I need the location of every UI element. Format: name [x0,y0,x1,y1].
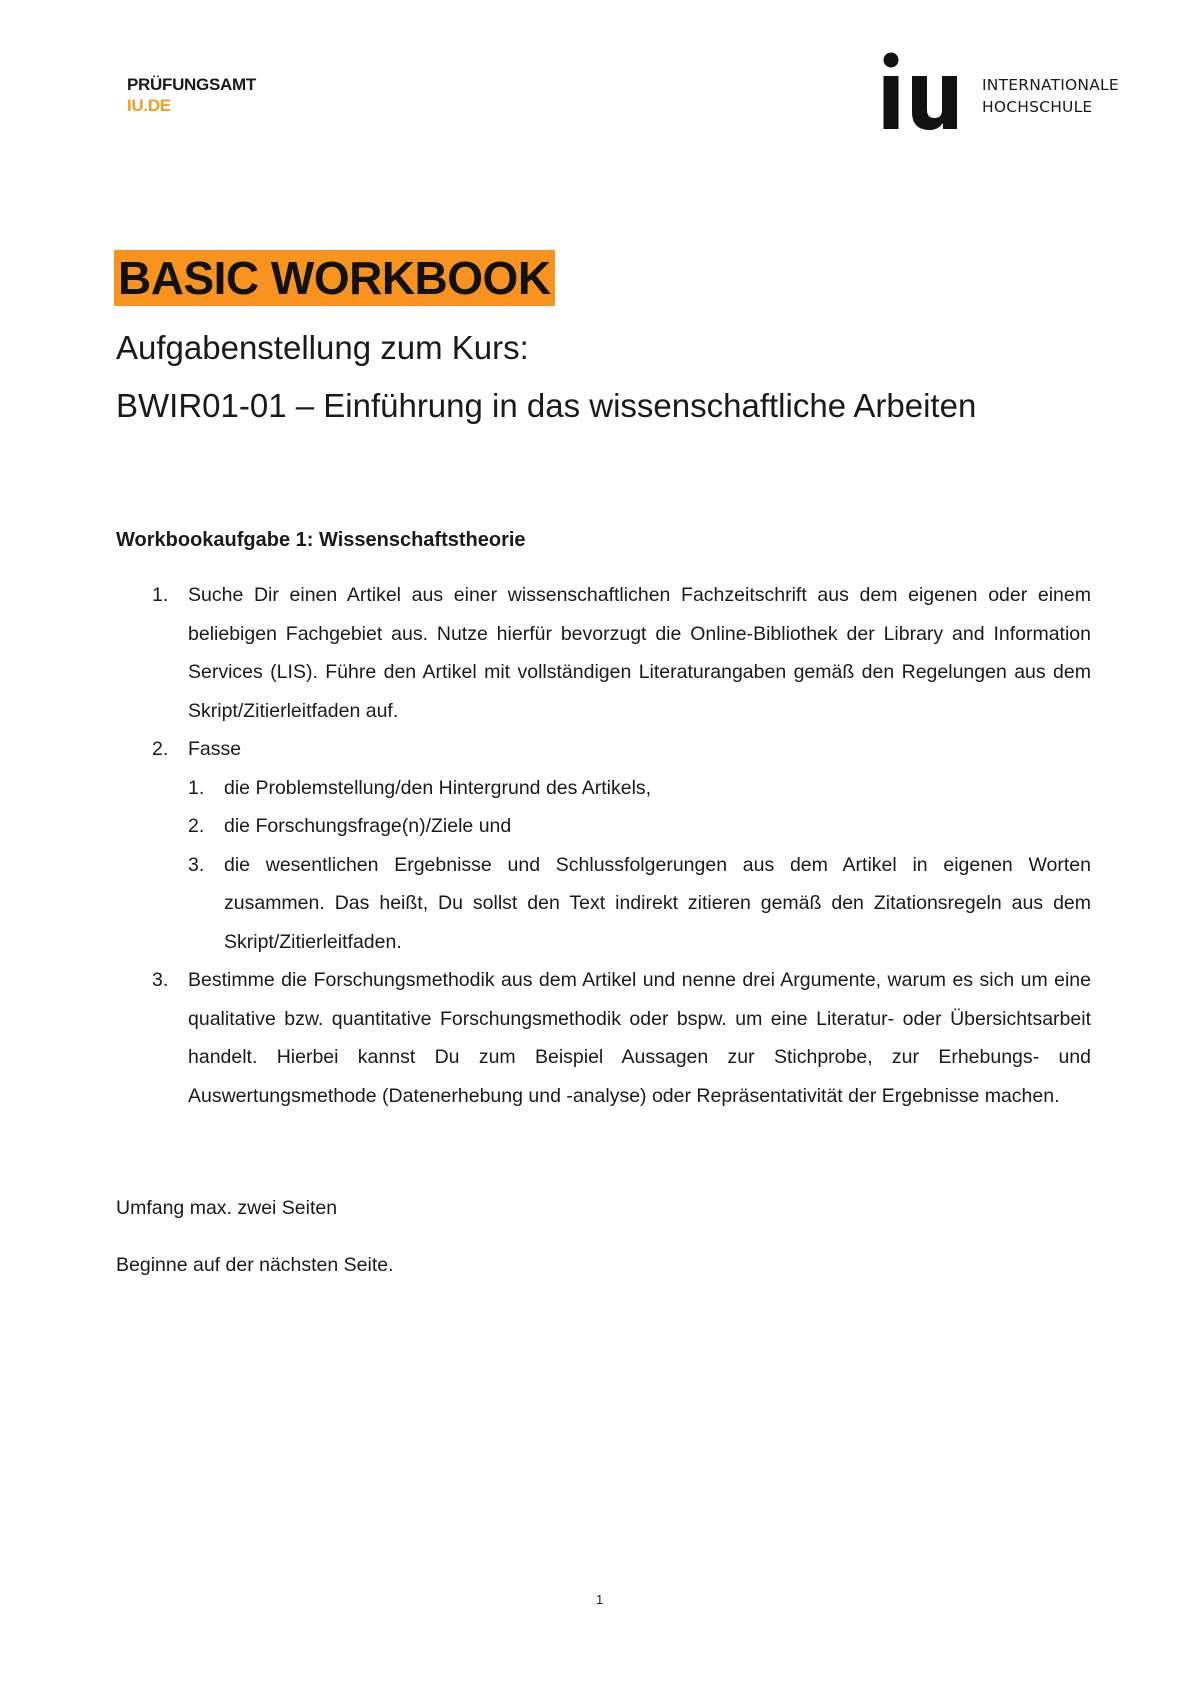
sub-list-item-number: 2. [188,815,205,837]
list-item-number: 1. [152,584,169,606]
course-name: BWIR01-01 – Einführung in das wissenschaftliche Arbeiten [116,387,977,424]
list-item-text: Suche Dir einen Artikel aus einer wissenschaftlichen Fachzeitschrift aus dem eigenen oder einem beliebigen Fachgebiet aus. Nutze hierfür bevorzugt die Online-Bibliothek der Library and Information Services (LIS). Führe den Artikel mit vollständigen Literaturangaben gemäß den Regelungen aus dem Skript/Zitierleitfaden auf. [188,584,1091,722]
task-list [116,576,1091,1115]
sub-list-item-text: die Problemstellung/den Hintergrund des Artikels, [224,776,652,799]
logo-line-internationale: INTERNATIONALE [982,76,1119,94]
list-item [116,961,1091,1115]
start-note: Beginne auf der nächsten Seite. [116,1254,394,1276]
iu-logo-mark [882,52,972,142]
document-title: BASIC WORKBOOK [114,250,555,306]
sub-list-item [116,807,1091,846]
list-item [116,576,1091,730]
list-item [116,730,1091,769]
list-item-number: 2. [152,738,169,760]
sub-list-item-number: 1. [188,776,205,799]
sub-list-item [116,769,1091,808]
page-number: 1 [596,1592,604,1607]
office-url: IU.DE [127,96,171,115]
scope-note: Umfang max. zwei Seiten [116,1197,338,1219]
sub-list-item-number: 3. [188,853,205,876]
sub-list-item-text: die wesentlichen Ergebnisse und Schlussfolgerungen aus dem Artikel in eigenen Worten zusammen. Das heißt, Du sollst den Text indirekt zitieren gemäß den Zitationsregeln aus dem Skript/Zitierleitfaden. [224,853,1091,953]
sub-list-item-text: die Forschungsfrage(n)/Ziele und [224,815,512,837]
sub-list-item [116,846,1091,962]
title-block [114,250,555,306]
list-item-text: Fasse [188,738,242,760]
course-intro: Aufgabenstellung zum Kurs: [116,329,529,366]
logo-line-hochschule: HOCHSCHULE [982,98,1093,116]
list-item-text: Bestimme die Forschungsmethodik aus dem Artikel und nenne drei Argumente, warum es sich um eine qualitative bzw. quantitative Forschungsmethodik oder bspw. um eine Literatur- oder Übersichtsarbeit handelt. Hierbei kannst Du zum Beispiel Aussagen zur Stichprobe, zur Erhebungs- und Auswertungsmethode (Datenerhebung und -analyse) oder Repräsentativität der Ergebnisse machen. [188,969,1091,1107]
iu-logo-text [982,74,1119,118]
list-item-number: 3. [152,969,169,991]
iu-logo [882,52,1132,142]
exam-office-label [127,74,256,116]
office-name: PRÜFUNGSAMT [127,75,256,94]
task-heading: Workbookaufgabe 1: Wissenschaftstheorie [116,529,526,551]
